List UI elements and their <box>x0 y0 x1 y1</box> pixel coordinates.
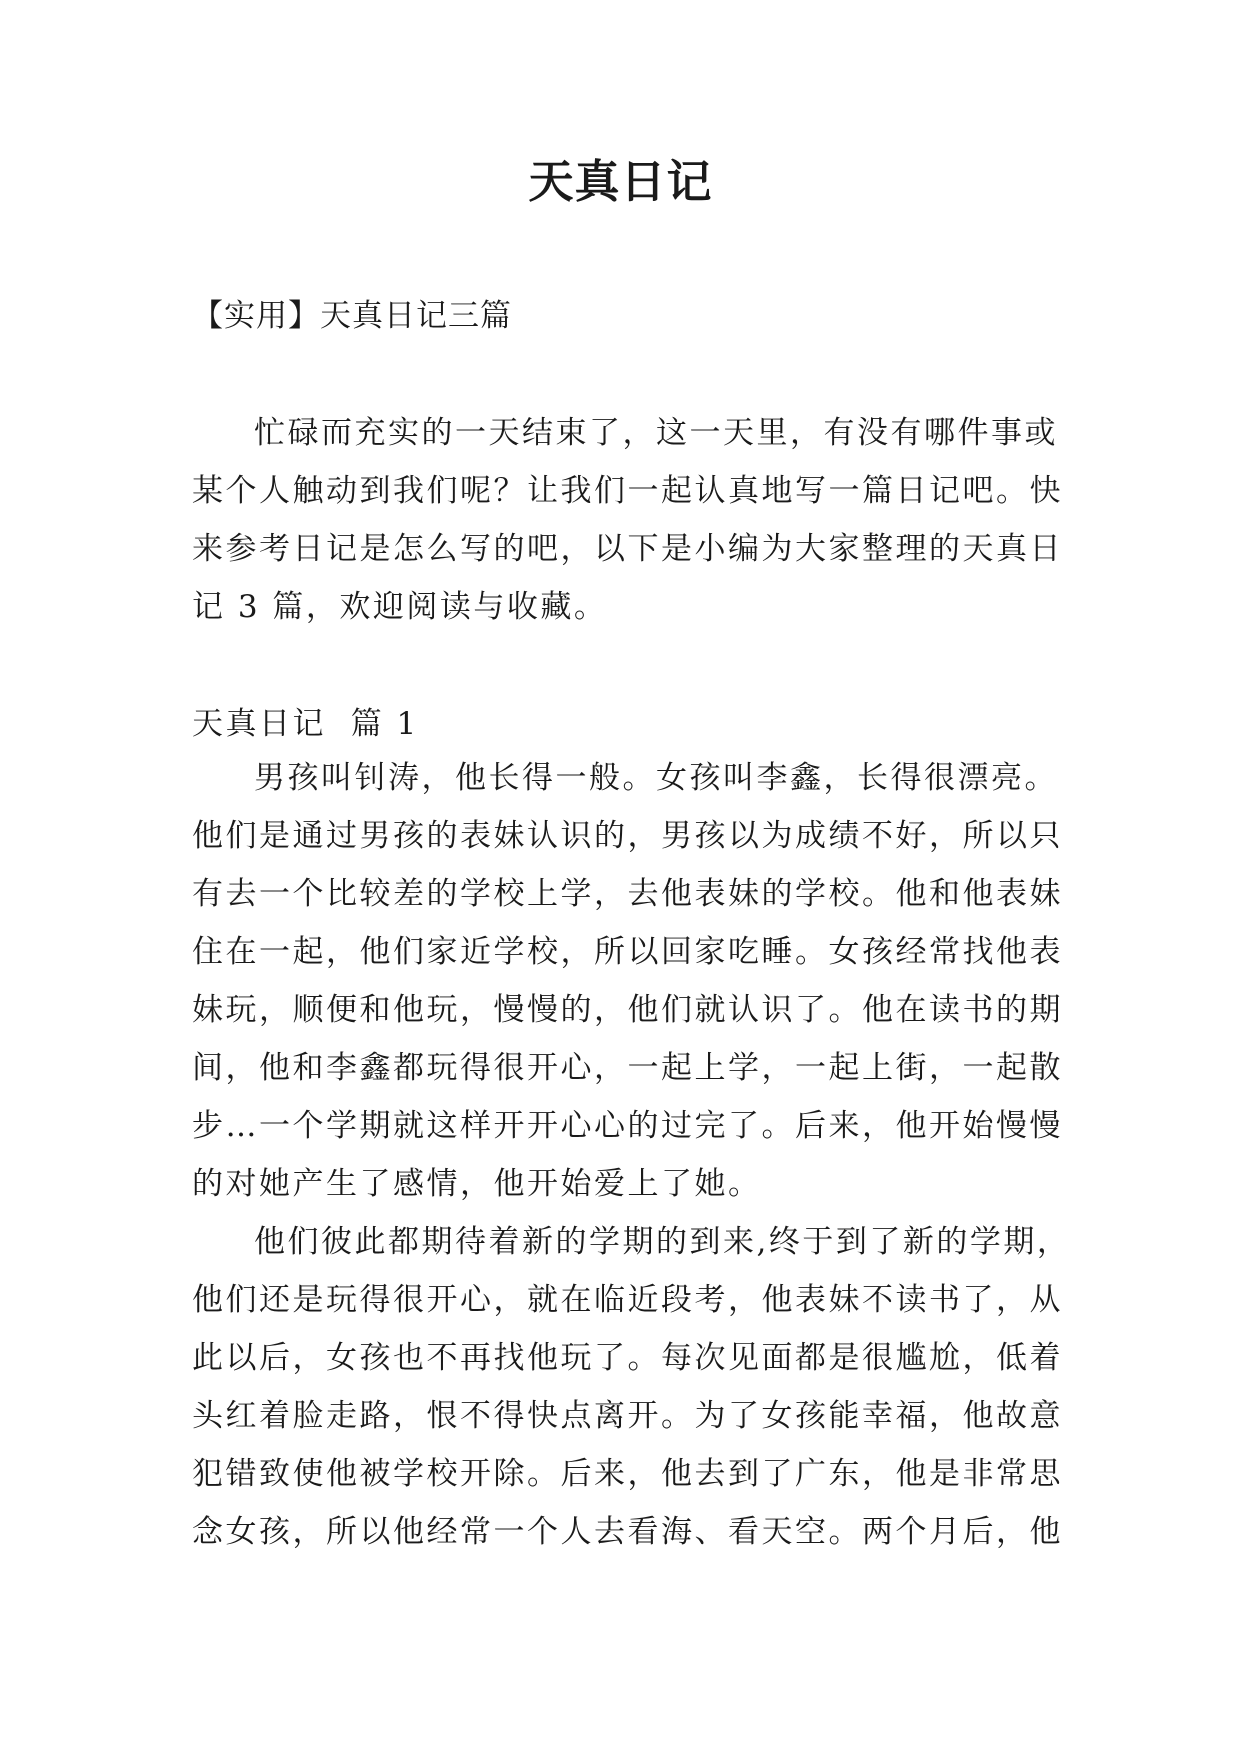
intro-line: 来参考日记是怎么写的吧，以下是小编为大家整理的天真日 <box>192 531 1063 567</box>
paragraph-line: 间，他和李鑫都玩得很开心，一起上学，一起上街，一起散 <box>192 1050 1063 1086</box>
intro-line: 某个人触动到我们呢？让我们一起认真地写一篇日记吧。快 <box>192 473 1063 509</box>
paragraph-line: 他们还是玩得很开心，就在临近段考，他表妹不读书了，从 <box>192 1282 1063 1318</box>
paragraph-line: 男孩叫钊涛，他长得一般。女孩叫李鑫，长得很漂亮。 <box>254 760 1058 796</box>
paragraph-line: 的对她产生了感情，他开始爱上了她。 <box>192 1166 762 1202</box>
paragraph-line: 念女孩，所以他经常一个人去看海、看天空。两个月后，他 <box>192 1514 1063 1550</box>
paragraph-line: 妹玩，顺便和他玩，慢慢的，他们就认识了。他在读书的期 <box>192 992 1063 1028</box>
intro-line: 记 3 篇，欢迎阅读与收藏。 <box>192 589 608 625</box>
paragraph-line: 犯错致使他被学校开除。后来，他去到了广东，他是非常思 <box>192 1456 1063 1492</box>
paragraph-line: 他们彼此都期待着新的学期的到来,终于到了新的学期， <box>254 1224 1071 1260</box>
paragraph-line: 有去一个比较差的学校上学，去他表妹的学校。他和他表妹 <box>192 876 1063 912</box>
paragraph-line: 住在一起，他们家近学校，所以回家吃睡。女孩经常找他表 <box>192 934 1063 970</box>
section-heading: 天真日记 篇 1 <box>192 706 419 742</box>
intro-line: 忙碌而充实的一天结束了，这一天里，有没有哪件事或 <box>254 415 1058 451</box>
paragraph-line: 步…一个学期就这样开开心心的过完了。后来，他开始慢慢 <box>192 1108 1063 1144</box>
paragraph-line: 头红着脸走路，恨不得快点离开。为了女孩能幸福，他故意 <box>192 1398 1063 1434</box>
paragraph-line: 此以后，女孩也不再找他玩了。每次见面都是很尴尬，低着 <box>192 1340 1063 1376</box>
document-subtitle: 【实用】天真日记三篇 <box>192 298 512 334</box>
paragraph-line: 他们是通过男孩的表妹认识的，男孩以为成绩不好，所以只 <box>192 818 1063 854</box>
document-title: 天真日记 <box>528 155 713 208</box>
